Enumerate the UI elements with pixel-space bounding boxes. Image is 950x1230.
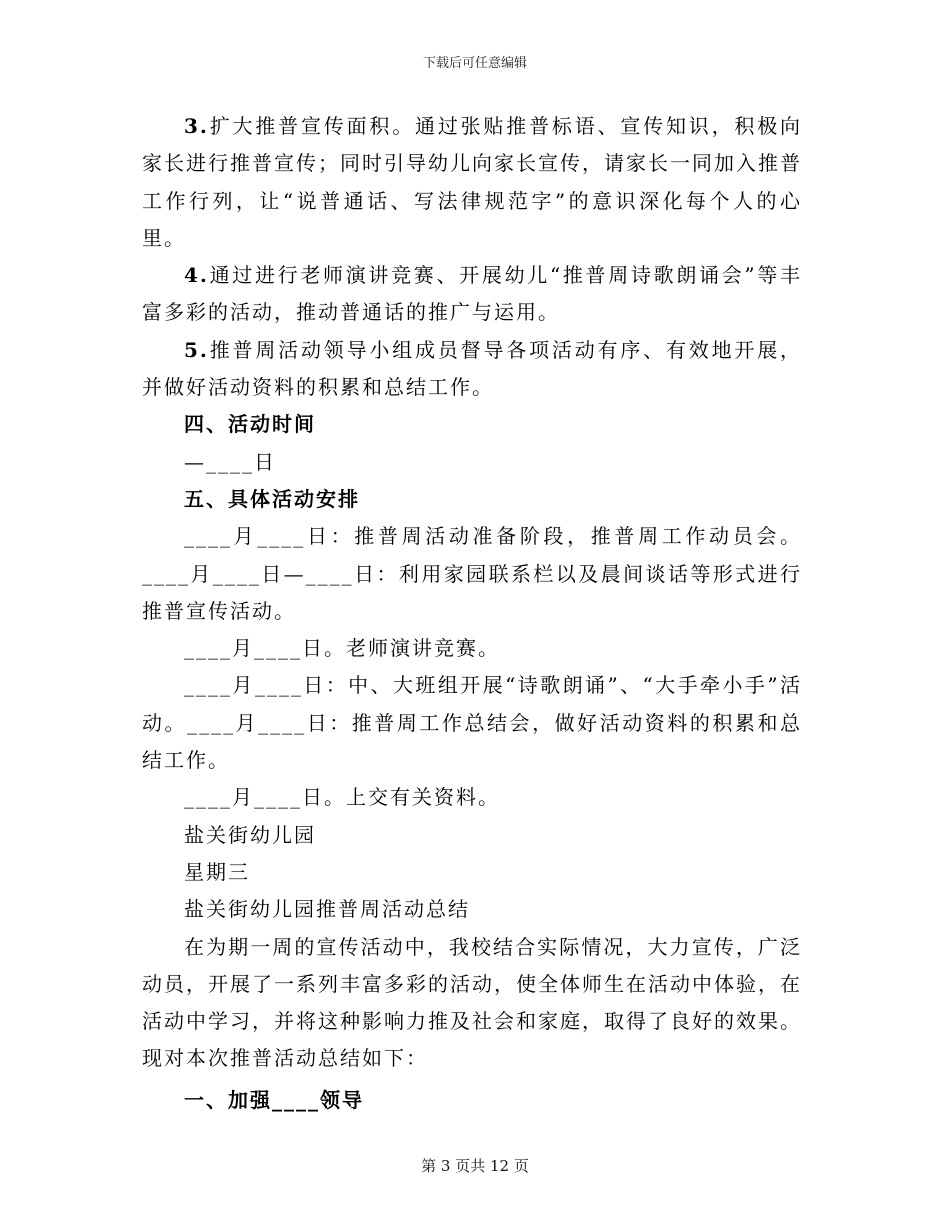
page-header-note: 下载后可任意编辑: [422, 56, 527, 71]
item-number: 5.: [184, 337, 209, 362]
summary-paragraph: 在为期一周的宣传活动中，我校结合实际情况，大力宣传，广泛动员，开展了一系列丰富多彩的活动，使全体师生在活动中体验，在活动中学习，并将这种影响力推及社会和家庭，取得了良好的效果。现对本次推普活动总结如下：: [142, 934, 802, 1071]
summary-title: 盐关街幼儿园推普周活动总结: [184, 897, 470, 922]
list-item-3: [142, 108, 802, 257]
organization-name: 盐关街幼儿园: [184, 822, 316, 847]
document-body: [142, 108, 802, 1119]
schedule-item: ____月____日。上交有关资料。: [184, 785, 500, 810]
item-text: 扩大推普宣传面积。通过张贴推普标语、宣传知识，积极向家长进行推普宣传；同时引导幼儿向家长宣传，请家长一同加入推普工作行列，让“说普通话、写法律规范字”的意识深化每个人的心里。: [142, 114, 802, 250]
schedule-item: ____月____日。老师演讲竞赛。: [184, 636, 500, 661]
list-item-4: [142, 257, 802, 332]
section-heading-leadership: 一、加强____领导: [184, 1087, 364, 1112]
item-number: 4.: [184, 263, 209, 288]
item-text: 通过进行老师演讲竞赛、开展幼儿“推普周诗歌朗诵会”等丰富多彩的活动，推动普通话的推广与运用。: [142, 263, 802, 325]
section-heading-schedule: 五、具体活动安排: [184, 486, 360, 511]
weekday: 星期三: [184, 859, 250, 884]
schedule-item: ____月____日：推普周活动准备阶段，推普周工作动员会。____月____日—____日：利用家园联系栏以及晨间谈话等形式进行推普宣传活动。: [142, 524, 802, 623]
activity-time-line: —____日: [184, 449, 276, 474]
item-number: 3.: [184, 114, 209, 138]
item-text: 推普周活动领导小组成员督导各项活动有序、有效地开展，并做好活动资料的积累和总结工作。: [142, 337, 802, 400]
page-number: 第 3 页共 12 页: [421, 1157, 529, 1175]
schedule-item: ____月____日：中、大班组开展“诗歌朗诵”、“大手牵小手”活动。____月____日：推普周工作总结会，做好活动资料的积累和总结工作。: [142, 673, 802, 773]
section-heading-activity-time: 四、活动时间: [184, 412, 316, 437]
list-item-5: [142, 332, 802, 407]
